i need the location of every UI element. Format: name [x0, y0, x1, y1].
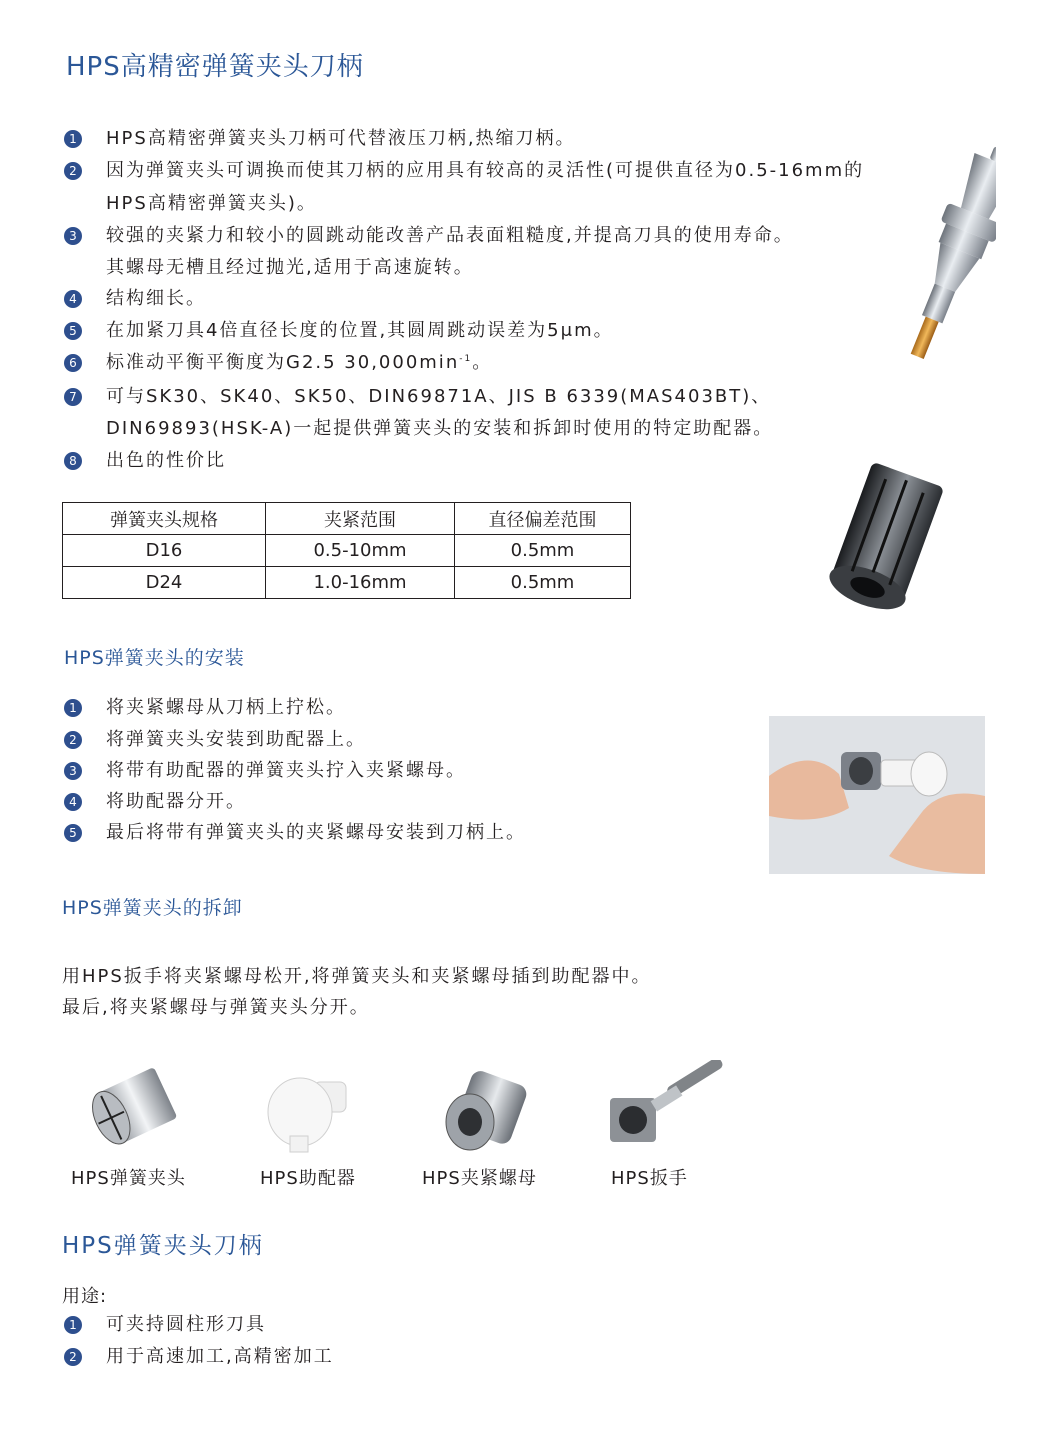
page-title: HPS高精密弹簧夹头刀柄	[66, 52, 364, 82]
bullet-number: 5	[64, 322, 82, 340]
step-text: 将弹簧夹头安装到助配器上。	[106, 729, 366, 750]
feature-text-continued: DIN69893(HSK-A)一起提供弹簧夹头的安装和拆卸时使用的特定助配器。	[106, 418, 774, 439]
collet-part-image	[82, 1064, 192, 1154]
table-header-cell: 弹簧夹头规格	[63, 503, 266, 535]
feature-text: 结构细长。	[106, 288, 206, 309]
feature-text-main: 标准动平衡平衡度为G2.5 30,000min	[106, 352, 460, 373]
table-cell: 0.5mm	[455, 535, 631, 567]
feature-text-tail: 。	[472, 352, 493, 373]
feature-text	[106, 352, 492, 374]
superscript: -1	[459, 354, 473, 364]
collet-image	[808, 462, 958, 622]
bullet-number: 2	[64, 1348, 82, 1366]
bullet-number: 3	[64, 227, 82, 245]
install-section-title: HPS弹簧夹头的安装	[64, 647, 245, 669]
table-row	[63, 535, 631, 567]
tool-holder-image	[876, 135, 996, 375]
table-cell: D16	[63, 535, 266, 567]
feature-text: 因为弹簧夹头可调换而使其刀柄的应用具有较高的灵活性(可提供直径为0.5-16mm的	[106, 160, 865, 181]
table-cell: D24	[63, 567, 266, 599]
bullet-number: 5	[64, 824, 82, 842]
usage-text: 用于高速加工,高精密加工	[106, 1346, 334, 1367]
table-header-cell: 直径偏差范围	[455, 503, 631, 535]
step-text: 将带有助配器的弹簧夹头拧入夹紧螺母。	[106, 760, 466, 781]
table-header-row	[63, 503, 631, 535]
step-text: 将助配器分开。	[106, 791, 246, 812]
bullet-number: 8	[64, 452, 82, 470]
bullet-number: 2	[64, 162, 82, 180]
feature-text: 可与SK30、SK40、SK50、DIN69871A、JIS B 6339(MAS403BT)、	[106, 386, 772, 407]
bullet-number: 1	[64, 130, 82, 148]
bullet-number: 1	[64, 699, 82, 717]
usage-text: 可夹持圆柱形刀具	[106, 1314, 266, 1335]
part-caption: HPS扳手	[611, 1168, 688, 1189]
bullet-number: 1	[64, 1316, 82, 1334]
adapter-part-image	[262, 1068, 357, 1158]
step-text: 将夹紧螺母从刀柄上拧松。	[106, 697, 346, 718]
bullet-number: 6	[64, 354, 82, 372]
table-cell: 0.5-10mm	[266, 535, 455, 567]
usage-label: 用途:	[62, 1286, 108, 1307]
bullet-number: 4	[64, 290, 82, 308]
table-cell: 1.0-16mm	[266, 567, 455, 599]
clamping-nut-part-image	[440, 1068, 530, 1158]
bullet-number: 4	[64, 793, 82, 811]
table-row	[63, 567, 631, 599]
feature-text: 出色的性价比	[106, 450, 226, 471]
step-text: 最后将带有弹簧夹头的夹紧螺母安装到刀柄上。	[106, 822, 526, 843]
feature-text: 在加紧刀具4倍直径长度的位置,其圆周跳动误差为5μm。	[106, 320, 614, 341]
removal-section-title: HPS弹簧夹头的拆卸	[62, 897, 243, 919]
table-cell: 0.5mm	[455, 567, 631, 599]
feature-text: 较强的夹紧力和较小的圆跳动能改善产品表面粗糙度,并提高刀具的使用寿命。	[106, 225, 794, 246]
installation-photo	[769, 716, 985, 874]
removal-text-line: 用HPS扳手将夹紧螺母松开,将弹簧夹头和夹紧螺母插到助配器中。	[62, 966, 652, 987]
bullet-number: 3	[64, 762, 82, 780]
part-caption: HPS弹簧夹头	[71, 1168, 186, 1189]
removal-text-line: 最后,将夹紧螺母与弹簧夹头分开。	[62, 997, 370, 1018]
part-caption: HPS助配器	[260, 1168, 356, 1189]
table-header-cell: 夹紧范围	[266, 503, 455, 535]
bullet-number: 2	[64, 731, 82, 749]
wrench-part-image	[604, 1060, 729, 1152]
feature-text-continued: 其螺母无槽且经过抛光,适用于高速旋转。	[106, 257, 474, 278]
feature-text-continued: HPS高精密弹簧夹头)。	[106, 193, 317, 214]
section-title: HPS弹簧夹头刀柄	[62, 1233, 264, 1259]
part-caption: HPS夹紧螺母	[422, 1168, 537, 1189]
bullet-number: 7	[64, 388, 82, 406]
feature-text: HPS高精密弹簧夹头刀柄可代替液压刀柄,热缩刀柄。	[106, 128, 576, 149]
collet-spec-table	[62, 502, 631, 599]
